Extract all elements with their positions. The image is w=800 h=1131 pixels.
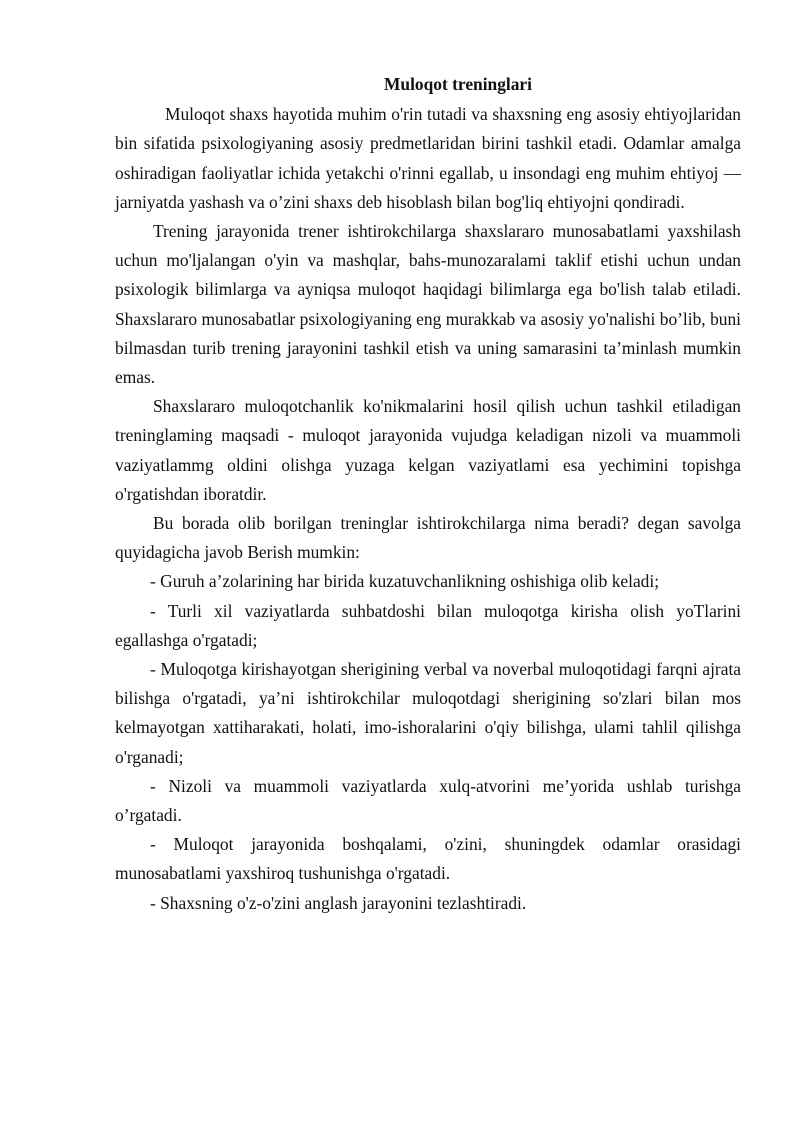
- document-page: [115, 70, 741, 918]
- list-item: - Turli xil vaziyatlarda suhbatdoshi bilan muloqotga kirisha olish yoTlarini egallashga o'rgatadi;: [115, 600, 741, 650]
- paragraph-4: Bu borada olib borilgan treninglar ishtirokchilarga nima beradi? degan savolga quyidagicha javob Berish mumkin:: [115, 513, 741, 563]
- list-item: - Shaxsning o'z-o'zini anglash jarayonini tezlashtiradi.: [150, 892, 527, 913]
- list-item: - Muloqot jarayonida boshqalami, o'zini, shuningdek odamlar orasidagi munosabatlami yaxshiroq tushunishga o'rgatadi.: [115, 834, 741, 884]
- list-item: - Guruh a’zolarining har birida kuzatuvchanlikning oshishiga olib keladi;: [150, 571, 660, 592]
- paragraph-2: Trening jarayonida trener ishtirokchilarga shaxslararo munosabatlami yaxshilash uchun mo'ljalangan o'yin va mashqlar, bahs-munozaralami taklif etishi uchun undan psixologik bilimlarga va ayniqsa muloqot haqidagi bilimlarga ega bo'lish talab etiladi. Shaxslararo munosabatlar psixologiyaning eng murakkab va asosiy yo'nalishi bo’lib, buni bilmasdan turib trening jarayonini tashkil etish va uning samarasini ta’minlash mumkin emas.: [115, 221, 741, 388]
- list-item: - Muloqotga kirishayotgan sherigining verbal va noverbal muloqotidagi farqni ajrata bilishga o'rgatadi, ya’ni ishtirokchilar muloqotdagi sherigining so'zlari bilan mos kelmayotgan xattiharakati, holati, imo-ishoralarini o'qiy bilishga, ulami tahlil qilishga o'rganadi;: [115, 659, 741, 767]
- document-title: Muloqot treninglari: [384, 74, 532, 94]
- paragraph-1: Muloqot shaxs hayotida muhim o'rin tutadi va shaxsning eng asosiy ehtiyojlaridan bin sifatida psixologiyaning asosiy predmetlaridan birini tashkil etadi. Odamlar amalga oshiradigan faoliyatlar ichida yetakchi o'rinni egallab, u insondagi eng muhim ehtiyoj — jarniyatda yashash va o’zini shaxs deb hisoblash bilan bog'liq ehtiyojni qondiradi.: [115, 104, 741, 212]
- paragraph-3: Shaxslararo muloqotchanlik ko'nikmalarini hosil qilish uchun tashkil etiladigan treninglaming maqsadi - muloqot jarayonida vujudga keladigan nizoli va muammoli vaziyatlammg oldini olishga yuzaga kelgan vaziyatlami esa yechimini topishga o'rgatishdan iboratdir.: [115, 396, 741, 504]
- list-item: - Nizoli va muammoli vaziyatlarda xulq-atvorini me’yorida ushlab turishga o’rgatadi.: [115, 775, 741, 826]
